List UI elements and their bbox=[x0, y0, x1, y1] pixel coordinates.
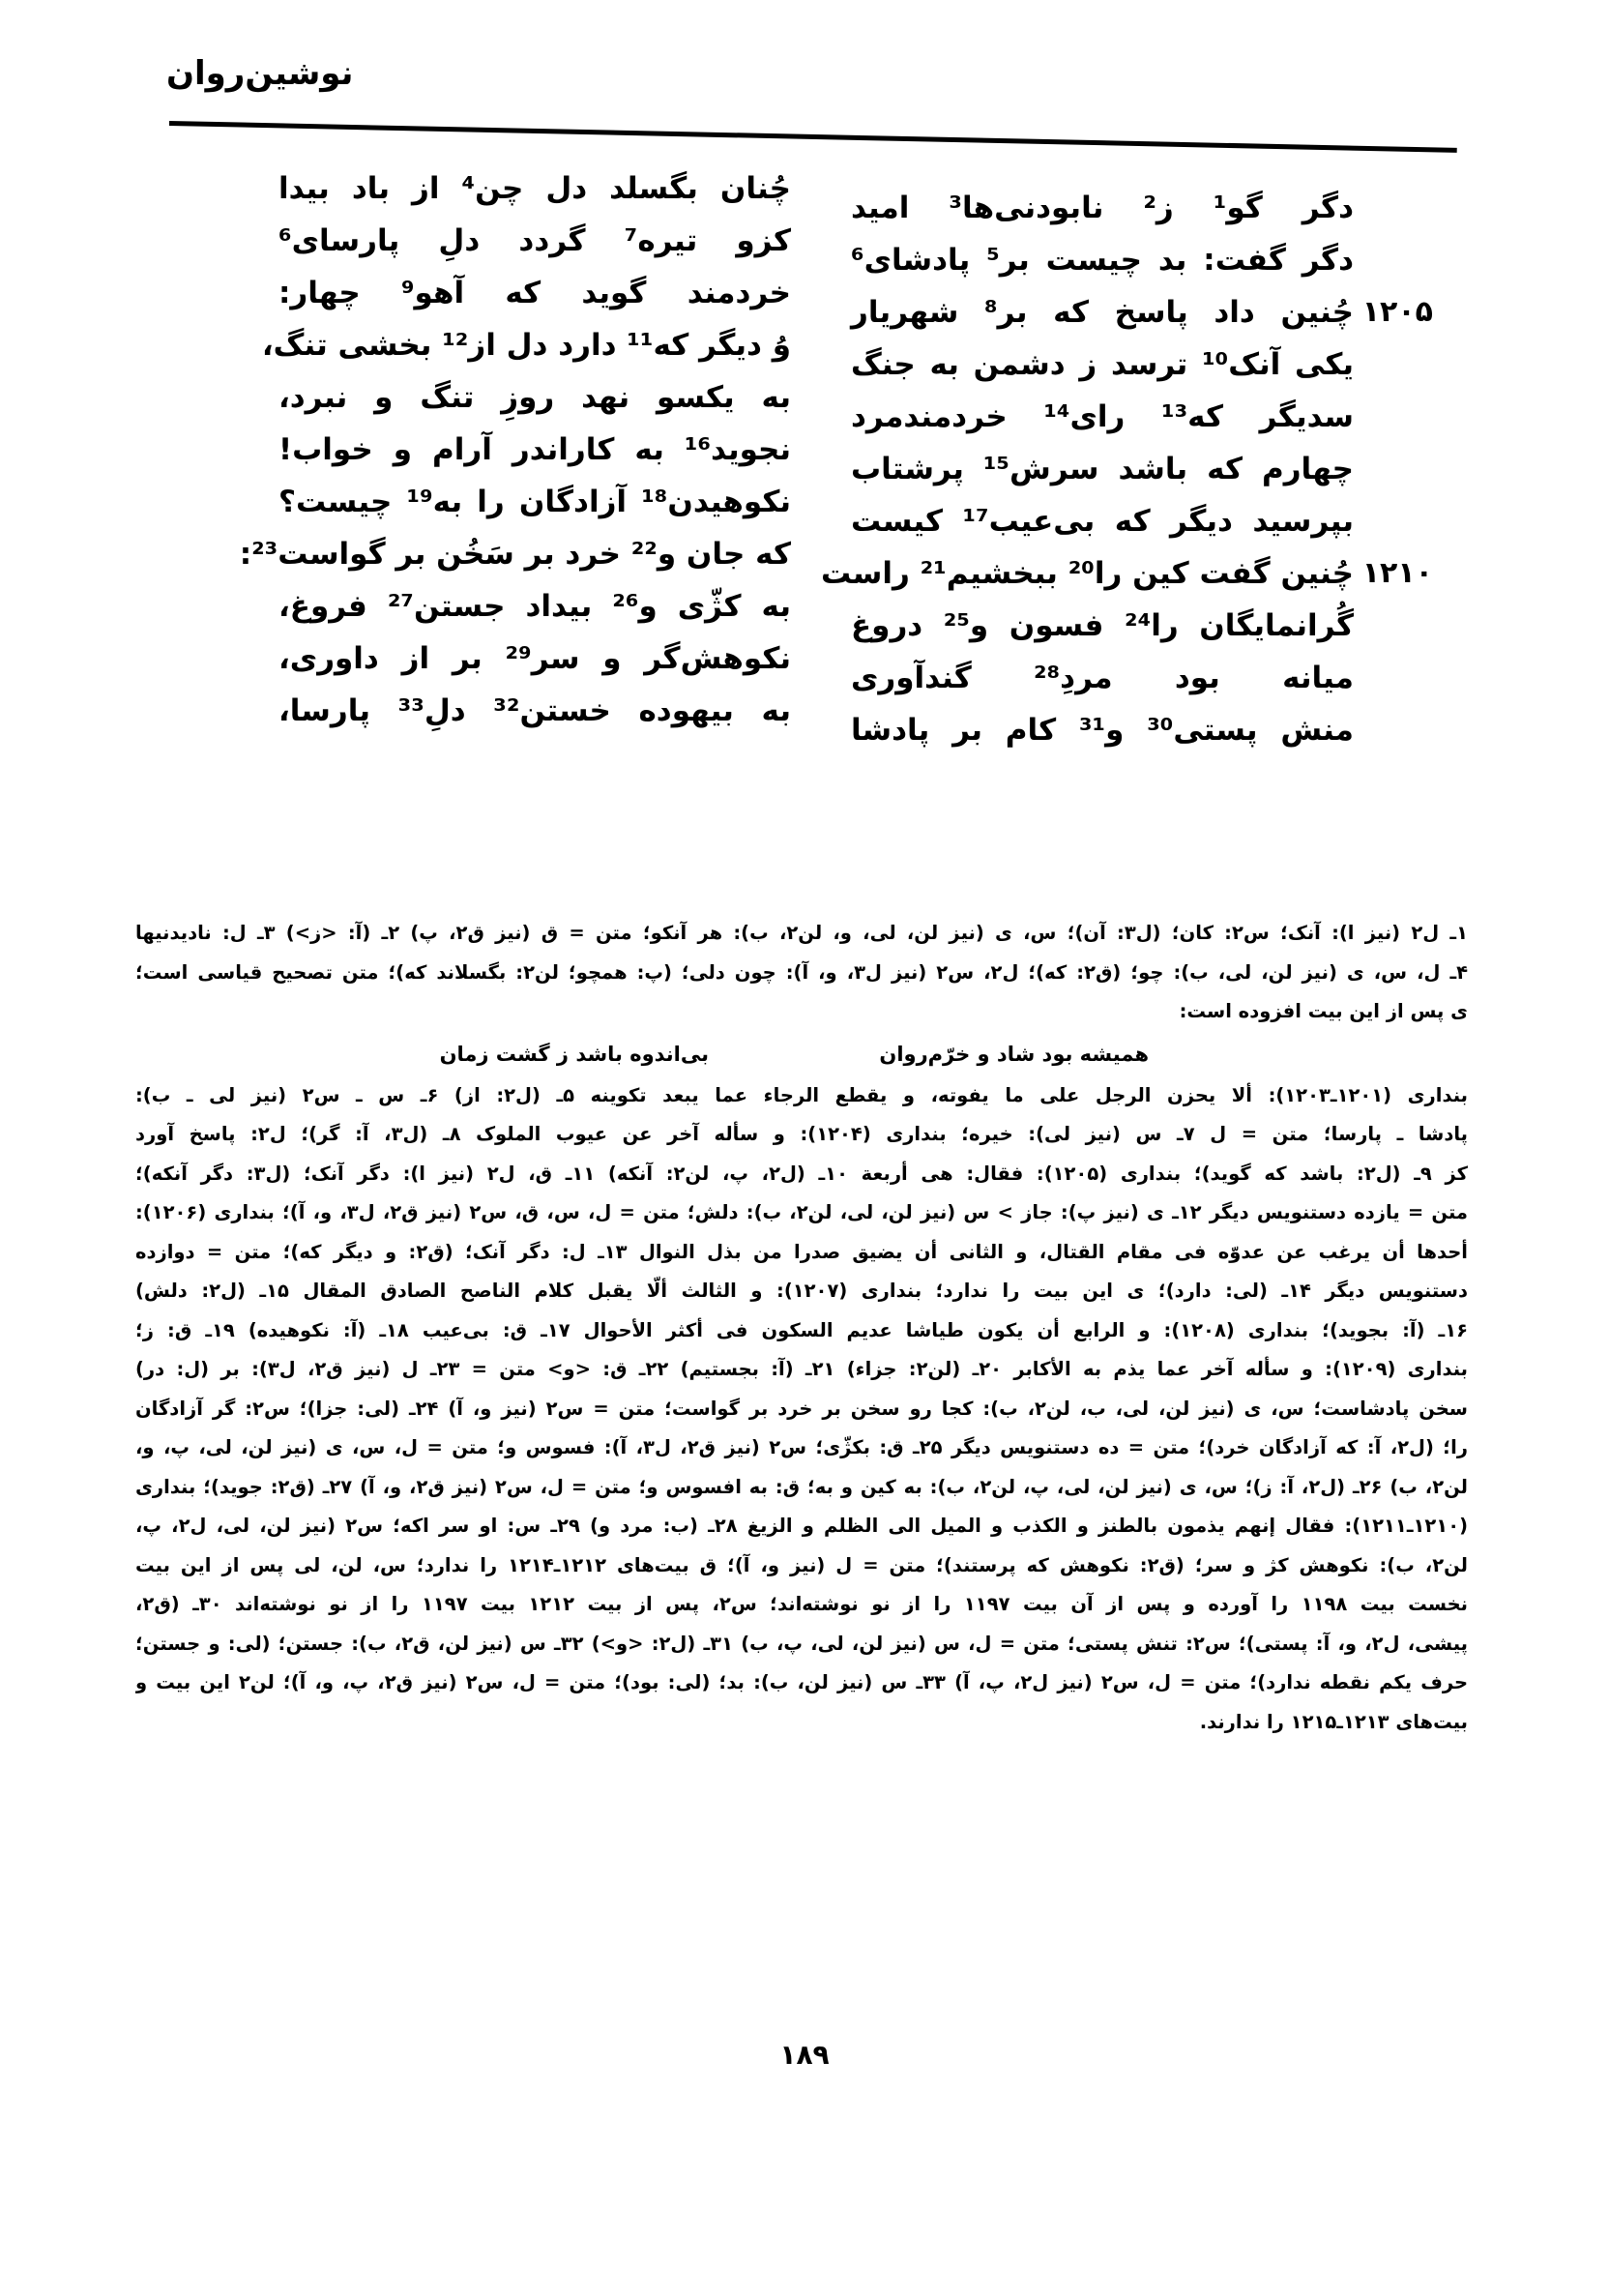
footnote-line: بنداری (۱۲۰۹): و سأله آخر عما یذم به الأکابر ۲۰ـ (لن۲: جزاء) ۲۱ـ (آ: بجستیم) ۲۲ـ ق: <و> متن = ۲۳ـ ل (نیز ق۲، ل۳): بر (ل: در) bbox=[135, 1358, 1468, 1380]
footnote-line: بیت‌های ۱۲۱۳ـ۱۲۱۵ را ندارند. bbox=[1199, 1710, 1468, 1733]
footnote-line: متن = یازده دستنویس دیگر ۱۲ـ ی (نیز پ): جاز > س (نیز لن، لی، لن۲، ب): دلش؛ متن = ل، س، ق، س۲ (نیز ق۲، ل۳، و، آ)؛ بنداری (۱۲۰۶): bbox=[135, 1201, 1468, 1223]
footnote-line: را؛ (ل۲، آ: که آزادگان خرد)؛ متن = ده دستنویس دیگر ۲۵ـ ق: بکژّی؛ س۲ (نیز ق۲، ل۳، آ): فسوس و؛ متن = ل، س، ی (نیز لن، لی، پ، و، bbox=[135, 1436, 1468, 1458]
verse-line: به یکسو نهد روزِ تنگ و نبرد، bbox=[278, 380, 791, 415]
verse-text: چهارم که باشد سرش¹⁵ پرشتاب bbox=[851, 452, 1354, 486]
verse-text: چُنین گفت کین را²⁰ ببخشیم²¹ راست bbox=[821, 556, 1354, 591]
footnote-line: سخن پادشاست؛ س، ی (نیز لن، لی، ب، لن۲، ب): کجا رو سخن بر خرد بر گواست؛ متن = س۲ (نیز و، آ) ۲۴ـ (لی: جزا)؛ س۲: گر آزادگان bbox=[135, 1397, 1468, 1420]
poem-column-right bbox=[821, 182, 1433, 756]
verse-text: چُنین داد پاسخ که بر⁸ شهریار bbox=[851, 295, 1355, 330]
verse-line bbox=[851, 600, 1354, 652]
poem-column-left bbox=[239, 162, 791, 737]
verse-line: نجوید¹⁶ به کاراندر آرام و خواب! bbox=[278, 432, 791, 467]
verse-line bbox=[851, 286, 1433, 339]
verse-line bbox=[851, 391, 1354, 443]
footnote-line: پادشا ـ پارسا؛ متن = ل ۷ـ س (نیز لی): خیره؛ بنداری (۱۲۰۴): و سأله آخر عن عیوب الملوک ۸ـ (ل۳، آ: گر)؛ ل۲: پاسخ آورد bbox=[135, 1123, 1468, 1145]
footnote-added-verse bbox=[135, 1032, 1468, 1076]
page-number: ۱۸۹ bbox=[779, 2039, 830, 2071]
verse-line: نکوهش‌گر و سر²⁹ بر از داوری، bbox=[278, 641, 791, 676]
footnote-line: لن۲، ب): نکوهش کژ و سر؛ (ق۲: نکوهش که پرستند)؛ متن = ل (نیز و، آ)؛ ق بیت‌های ۱۲۱۲ـ۱۲۱۴ را ندارد؛ س، لن، لی پس از این بیت bbox=[135, 1553, 1468, 1576]
verse-text: دگر گو¹ ز² نابودنی‌ها³ امید bbox=[851, 191, 1354, 225]
footnote-line: ی پس از این بیت افزوده است: bbox=[1179, 1000, 1468, 1022]
verse-text: یکی آنک¹⁰ ترسد ز دشمن به جنگ bbox=[851, 347, 1354, 382]
footnote-line: نخست بیت ۱۱۹۸ را آورده و پس از آن بیت ۱۱۹۷ را از نو نوشته‌اند؛ س۲، پس از بیت ۱۲۱۲ بیت ۱۱۹۷ را از نو نوشته‌اند ۳۰ـ (ق۲، bbox=[135, 1593, 1468, 1615]
verse-line: نکوهیدن¹⁸ آزادگان را به¹⁹ چیست؟ bbox=[278, 485, 791, 519]
verse-line: چُنان بگسلد دل چن⁴ از باد بیدا bbox=[278, 171, 791, 206]
added-verse-hemistich-b: بی‌اندوه باشد ز گشت زمان bbox=[439, 1042, 709, 1066]
footnote-line: حرف یکم نقطه ندارد)؛ متن = ل، س۲ (نیز ل۲، پ، آ) ۳۳ـ س (نیز لن، ب): بد؛ (لی: بود)؛ متن = ل، س۲ (نیز ق۲، پ، و، آ)؛ لن۲ این بیت و bbox=[135, 1671, 1468, 1693]
verse-line: کزو تیره⁷ گردد دلِ پارسای⁶ bbox=[278, 223, 791, 258]
verse-line bbox=[851, 704, 1354, 756]
footnote-line: لن۲، ب) ۲۶ـ (ل۲، آ: ز)؛ س، ی (نیز لن، لی، پ، لن۲، ب): به کین و به؛ ق: به افسوس و؛ متن = ل، س۲ (نیز ق۲، و، آ) ۲۷ـ (ق۲: جوید)؛ بنداری bbox=[135, 1475, 1468, 1498]
verse-line bbox=[851, 652, 1354, 704]
footnote-line: بنداری (۱۲۰۱ـ۱۲۰۳): ألا یحزن الرجل علی ما یفوته، و یقطع الرجاء عما یبعد تکوینه ۵ـ (ل۲: از) ۶ـ س ـ س۲ (نیز لی ـ ب): bbox=[135, 1083, 1468, 1106]
verse-text: میانه بود مردِ²⁸ گندآوری bbox=[851, 661, 1354, 695]
verse-line: وُ دیگر که¹¹ دارد دل از¹² بخشی تنگ، bbox=[261, 328, 791, 363]
verse-line bbox=[851, 495, 1354, 547]
verse-line bbox=[851, 339, 1354, 391]
verse-text: سدیگر که¹³ رای¹⁴ خردمندمرد bbox=[851, 399, 1354, 434]
verse-number: ۱۲۰۵ bbox=[1361, 295, 1433, 329]
verse-line bbox=[851, 443, 1354, 495]
verse-line bbox=[821, 547, 1433, 600]
verse-line bbox=[851, 182, 1354, 234]
footnote-line: دستنویس دیگر ۱۴ـ (لی: دارد)؛ ی این بیت را ندارد؛ بنداری (۱۲۰۷): و الثالث ألّا یقبل کلام الناصح الصادق المقال ۱۵ـ (ل۲: دلش) bbox=[135, 1280, 1468, 1302]
footnote-line: أحدها أن یرغب عن عدوّه فی مقام القتال، و الثانی أن یضیق صدرا من بذل النوال ۱۳ـ ل: دگر آنک؛ (ق۲: و دیگر که)؛ متن = دوازده bbox=[135, 1240, 1468, 1263]
header-rule bbox=[169, 121, 1457, 153]
verse-line bbox=[851, 234, 1354, 286]
footnote-line: پیشی، ل۲، و، آ: پستی)؛ س۲: تنش پستی؛ متن = ل، س (نیز لن، لی، پ، ب) ۳۱ـ (ل۲: <و>) ۳۲ـ س (نیز لن، ق۲، ب): جستن؛ (لی: و جستن؛ bbox=[135, 1632, 1468, 1655]
running-header-title: نوشین‌روان bbox=[166, 54, 354, 93]
footnote-line: ۴ـ ل، س، ی (نیز لن، لی، ب): چو؛ (ق۲: که)؛ ل۲، س۲ (نیز ل۳، و، آ): چون دلی؛ (پ: همچو؛ لن۲: بگسلاند که)؛ متن تصحیح قیاسی است؛ bbox=[135, 960, 1468, 984]
verse-line: که جان و²² خرد بر سَخُن بر گواست²³: bbox=[239, 537, 791, 572]
footnotes bbox=[135, 914, 1468, 1742]
verse-text: گُرانمایگان را²⁴ فسون و²⁵ دروغ bbox=[851, 608, 1354, 643]
footnote-line: (۱۲۱۰ـ۱۲۱۱): فقال إنهم یذمون بالطنز و الکذب و المیل الی الظلم و الزیغ ۲۸ـ (ب: مرد و) ۲۹ـ س: او سر اکه؛ س۲ (نیز لن، لی، ل۲، پ، bbox=[135, 1515, 1468, 1537]
verse-number: ۱۲۱۰ bbox=[1361, 556, 1433, 590]
verse-text: منش پستی³⁰ و³¹ کام بر پادشا bbox=[851, 713, 1354, 748]
verse-line: خردمند گوید که آهو⁹ چهار: bbox=[278, 276, 791, 310]
verse-text: بپرسید دیگر که بی‌عیب¹⁷ کیست bbox=[851, 504, 1354, 539]
added-verse-hemistich-a: همیشه بود شاد و خرّم‌روان bbox=[879, 1042, 1149, 1066]
footnote-line: ۱۶ـ (آ: بجوید)؛ بنداری (۱۲۰۸): و الرابع أن یکون طیاشا عدیم السکون فی أکثر الأحوال ۱۷ـ ق: بی‌عیب ۱۸ـ (آ: نکوهیده) ۱۹ـ ق: ز؛ bbox=[135, 1318, 1468, 1341]
footnote-line: کز ۹ـ (ل۲: باشد که گوید)؛ بنداری (۱۲۰۵): فقال: هی أربعة ۱۰ـ (ل۲، پ، لن۲: آنکه) ۱۱ـ ق، ل۲ (نیز ا): دگر آنک؛ (ل۳: دگر آنکه)؛ bbox=[135, 1162, 1468, 1185]
verse-text: دگر گفت: بد چیست بر⁵ پادشای⁶ bbox=[851, 243, 1354, 278]
verse-line: به بیهوده خستن³² دلِ³³ پارسا، bbox=[278, 693, 791, 728]
verse-line: به کژّی و²⁶ بیداد جستن²⁷ فروغ، bbox=[278, 589, 791, 624]
footnote-line: ۱ـ ل۲ (نیز ا): آنک؛ س۲: کان؛ (ل۳: آن)؛ س، ی (نیز لن، لی، و، لن۲، ب): هر آنکو؛ متن = ق (نیز ق۲، پ) ۲ـ (آ: <ز>) ۳ـ ل: نادیدنیها bbox=[135, 922, 1468, 944]
